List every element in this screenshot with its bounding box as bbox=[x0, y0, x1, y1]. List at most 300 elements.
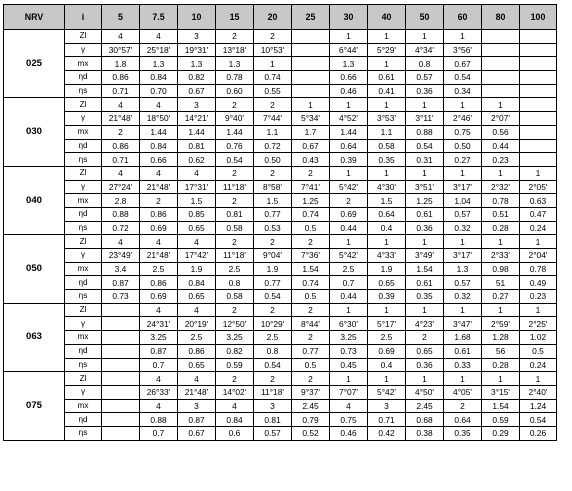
table-cell: 21°48' bbox=[140, 249, 178, 263]
table-cell: 0.73 bbox=[102, 290, 140, 304]
table-cell: 0.54 bbox=[254, 358, 292, 372]
column-header: 30 bbox=[330, 5, 368, 30]
table-cell: 2 bbox=[292, 331, 330, 345]
table-cell: 0.86 bbox=[178, 344, 216, 358]
table-row bbox=[4, 221, 557, 235]
table-cell bbox=[520, 98, 557, 112]
table-cell: 2 bbox=[216, 98, 254, 112]
table-cell: 0.86 bbox=[102, 139, 140, 153]
table-row bbox=[4, 57, 557, 71]
table-cell: 11°18' bbox=[216, 249, 254, 263]
table-cell: 17°42' bbox=[178, 249, 216, 263]
table-row bbox=[4, 385, 557, 399]
size-label: 050 bbox=[4, 235, 65, 303]
table-cell bbox=[292, 30, 330, 44]
table-cell: 1 bbox=[520, 235, 557, 249]
table-cell: 1.54 bbox=[482, 399, 520, 413]
table-cell: 1 bbox=[406, 235, 444, 249]
table-cell bbox=[482, 71, 520, 85]
table-cell bbox=[102, 331, 140, 345]
table-cell bbox=[520, 153, 557, 167]
table-cell: 21°48' bbox=[140, 180, 178, 194]
parameter-label: mx bbox=[65, 194, 102, 208]
table-cell: 2.5 bbox=[330, 262, 368, 276]
table-cell: 26°33' bbox=[140, 385, 178, 399]
table-cell: 0.8 bbox=[406, 57, 444, 71]
table-cell: 0.31 bbox=[406, 153, 444, 167]
table-cell: 0.41 bbox=[368, 84, 406, 98]
table-cell: 3°11' bbox=[406, 112, 444, 126]
table-cell: 1 bbox=[482, 372, 520, 386]
table-cell: 0.8 bbox=[216, 276, 254, 290]
table-cell bbox=[520, 57, 557, 71]
column-header: 7.5 bbox=[140, 5, 178, 30]
parameter-label: ηd bbox=[65, 344, 102, 358]
column-header: 5 bbox=[102, 5, 140, 30]
table-cell: 0.59 bbox=[216, 358, 254, 372]
table-cell: 4 bbox=[140, 166, 178, 180]
table-cell: 0.88 bbox=[140, 413, 178, 427]
table-cell: 3.4 bbox=[102, 262, 140, 276]
table-cell: 0.88 bbox=[102, 207, 140, 221]
table-cell: 0.57 bbox=[254, 426, 292, 440]
table-cell: 0.81 bbox=[254, 413, 292, 427]
table-cell: 0.77 bbox=[292, 344, 330, 358]
table-cell: 0.65 bbox=[406, 344, 444, 358]
table-cell: 0.74 bbox=[292, 276, 330, 290]
parameter-label: mx bbox=[65, 125, 102, 139]
table-cell: 0.86 bbox=[140, 207, 178, 221]
table-cell: 4 bbox=[102, 166, 140, 180]
table-cell: 4 bbox=[102, 98, 140, 112]
table-cell: 7°07' bbox=[330, 385, 368, 399]
parameter-label: mx bbox=[65, 331, 102, 345]
table-cell: 0.66 bbox=[140, 153, 178, 167]
parameter-label: γ bbox=[65, 43, 102, 57]
table-row bbox=[4, 331, 557, 345]
table-cell: 0.32 bbox=[444, 290, 482, 304]
table-cell: 0.64 bbox=[330, 139, 368, 153]
table-cell: 0.58 bbox=[216, 290, 254, 304]
parameter-label: Zl bbox=[65, 235, 102, 249]
table-row bbox=[4, 262, 557, 276]
table-cell: 0.84 bbox=[140, 71, 178, 85]
table-cell: 1.68 bbox=[444, 331, 482, 345]
table-cell: 3 bbox=[178, 399, 216, 413]
table-cell: 27°24' bbox=[102, 180, 140, 194]
size-label: 063 bbox=[4, 303, 65, 371]
table-cell bbox=[292, 57, 330, 71]
table-cell: 4 bbox=[140, 303, 178, 317]
table-cell: 1.3 bbox=[178, 57, 216, 71]
table-cell: 0.23 bbox=[520, 290, 557, 304]
table-row bbox=[4, 139, 557, 153]
table-row bbox=[4, 317, 557, 331]
table-cell: 5°42' bbox=[330, 180, 368, 194]
table-cell: 0.36 bbox=[406, 358, 444, 372]
table-cell: 0.67 bbox=[292, 139, 330, 153]
table-cell: 1.3 bbox=[140, 57, 178, 71]
table-cell: 2 bbox=[292, 166, 330, 180]
table-cell: 1.28 bbox=[482, 331, 520, 345]
table-cell: 4°30' bbox=[368, 180, 406, 194]
column-header: 60 bbox=[444, 5, 482, 30]
column-header: 100 bbox=[520, 5, 557, 30]
table-cell bbox=[102, 344, 140, 358]
table-cell: 0.79 bbox=[292, 413, 330, 427]
table-cell: 3°17' bbox=[444, 249, 482, 263]
table-cell bbox=[102, 358, 140, 372]
table-cell: 0.35 bbox=[406, 290, 444, 304]
table-cell: 0.26 bbox=[520, 426, 557, 440]
table-cell: 23°49' bbox=[102, 249, 140, 263]
parameter-label: ηs bbox=[65, 426, 102, 440]
column-header: 80 bbox=[482, 5, 520, 30]
column-header: 15 bbox=[216, 5, 254, 30]
table-cell: 2 bbox=[140, 194, 178, 208]
table-cell: 4 bbox=[140, 30, 178, 44]
table-cell: 30°57' bbox=[102, 43, 140, 57]
table-cell: 0.24 bbox=[520, 358, 557, 372]
table-cell: 0.34 bbox=[444, 84, 482, 98]
table-cell: 0.35 bbox=[368, 153, 406, 167]
table-cell bbox=[292, 84, 330, 98]
table-row bbox=[4, 372, 557, 386]
table-cell: 0.46 bbox=[330, 84, 368, 98]
table-cell: 0.62 bbox=[178, 153, 216, 167]
table-cell: 0.42 bbox=[368, 426, 406, 440]
parameter-label: ηs bbox=[65, 358, 102, 372]
table-cell: 0.65 bbox=[178, 290, 216, 304]
table-cell: 0.66 bbox=[330, 71, 368, 85]
table-cell: 0.63 bbox=[520, 194, 557, 208]
parameter-label: Zl bbox=[65, 30, 102, 44]
table-cell: 3.25 bbox=[140, 331, 178, 345]
table-cell: 2 bbox=[216, 235, 254, 249]
table-cell: 2°46' bbox=[444, 112, 482, 126]
table-cell: 0.67 bbox=[178, 84, 216, 98]
table-cell: 4°52' bbox=[330, 112, 368, 126]
table-cell bbox=[102, 303, 140, 317]
table-cell: 2.8 bbox=[102, 194, 140, 208]
table-cell: 4 bbox=[178, 303, 216, 317]
table-cell: 1 bbox=[520, 372, 557, 386]
table-cell: 0.38 bbox=[406, 426, 444, 440]
table-cell: 0.78 bbox=[482, 194, 520, 208]
table-cell: 2 bbox=[254, 372, 292, 386]
parameter-label: ηs bbox=[65, 290, 102, 304]
table-row bbox=[4, 276, 557, 290]
table-cell: 2°59' bbox=[482, 317, 520, 331]
table-cell: 0.76 bbox=[216, 139, 254, 153]
table-cell: 0.39 bbox=[368, 290, 406, 304]
table-cell: 2.5 bbox=[368, 331, 406, 345]
table-cell: 0.6 bbox=[216, 426, 254, 440]
size-label: 040 bbox=[4, 166, 65, 234]
table-cell: 1.25 bbox=[406, 194, 444, 208]
table-cell: 0.50 bbox=[254, 153, 292, 167]
parameter-label: γ bbox=[65, 385, 102, 399]
size-label: 030 bbox=[4, 98, 65, 166]
parameter-label: ηd bbox=[65, 71, 102, 85]
table-cell: 0.36 bbox=[406, 84, 444, 98]
table-cell: 1.04 bbox=[444, 194, 482, 208]
table-cell: 14°02' bbox=[216, 385, 254, 399]
table-cell: 0.84 bbox=[216, 413, 254, 427]
table-cell: 1 bbox=[444, 30, 482, 44]
table-cell: 0.73 bbox=[330, 344, 368, 358]
table-cell: 3.25 bbox=[216, 331, 254, 345]
table-cell: 0.65 bbox=[178, 358, 216, 372]
column-header: NRV bbox=[4, 5, 65, 30]
table-cell: 2°40' bbox=[520, 385, 557, 399]
parameter-label: Zl bbox=[65, 372, 102, 386]
table-cell: 4 bbox=[102, 30, 140, 44]
column-header: 25 bbox=[292, 5, 330, 30]
table-cell: 2 bbox=[216, 303, 254, 317]
table-cell: 1.25 bbox=[292, 194, 330, 208]
table-cell: 2°33' bbox=[482, 249, 520, 263]
table-cell: 0.35 bbox=[444, 426, 482, 440]
table-cell: 0.44 bbox=[482, 139, 520, 153]
table-cell: 21°48' bbox=[102, 112, 140, 126]
table-cell: 0.59 bbox=[482, 413, 520, 427]
table-cell: 19°31' bbox=[178, 43, 216, 57]
table-cell bbox=[482, 84, 520, 98]
table-cell: 2 bbox=[216, 166, 254, 180]
table-cell: 0.82 bbox=[216, 344, 254, 358]
table-cell: 7°36' bbox=[292, 249, 330, 263]
table-cell: 2 bbox=[444, 399, 482, 413]
table-cell: 7°44' bbox=[254, 112, 292, 126]
table-cell: 0.5 bbox=[292, 358, 330, 372]
table-cell: 2 bbox=[292, 372, 330, 386]
table-cell: 1.9 bbox=[254, 262, 292, 276]
table-cell: 0.57 bbox=[444, 276, 482, 290]
parameter-label: γ bbox=[65, 180, 102, 194]
table-cell: 1 bbox=[330, 98, 368, 112]
table-cell: 1 bbox=[444, 235, 482, 249]
table-cell: 11°18' bbox=[254, 385, 292, 399]
table-cell: 2.5 bbox=[216, 262, 254, 276]
table-cell: 0.49 bbox=[520, 276, 557, 290]
table-cell: 0.64 bbox=[444, 413, 482, 427]
table-cell: 0.85 bbox=[178, 207, 216, 221]
table-body bbox=[4, 30, 557, 441]
table-cell: 4°23' bbox=[406, 317, 444, 331]
table-cell: 21°48' bbox=[178, 385, 216, 399]
table-cell: 1 bbox=[520, 166, 557, 180]
table-cell: 0.56 bbox=[482, 125, 520, 139]
table-cell bbox=[520, 139, 557, 153]
table-cell: 0.24 bbox=[520, 221, 557, 235]
table-cell: 0.81 bbox=[178, 139, 216, 153]
table-cell bbox=[102, 399, 140, 413]
table-cell: 0.23 bbox=[482, 153, 520, 167]
table-cell: 4°50' bbox=[406, 385, 444, 399]
table-cell: 51 bbox=[482, 276, 520, 290]
table-row bbox=[4, 71, 557, 85]
table-row bbox=[4, 207, 557, 221]
table-cell: 2 bbox=[330, 194, 368, 208]
table-cell: 9°40' bbox=[216, 112, 254, 126]
column-header: 40 bbox=[368, 5, 406, 30]
table-cell: 2°04' bbox=[520, 249, 557, 263]
table-cell: 0.74 bbox=[254, 71, 292, 85]
table-cell: 10°53' bbox=[254, 43, 292, 57]
table-cell: 0.84 bbox=[178, 276, 216, 290]
table-cell: 4°34' bbox=[406, 43, 444, 57]
table-cell: 0.77 bbox=[254, 207, 292, 221]
table-cell: 17°31' bbox=[178, 180, 216, 194]
table-cell: 0.32 bbox=[444, 221, 482, 235]
table-cell: 4 bbox=[178, 372, 216, 386]
table-cell: 0.87 bbox=[140, 344, 178, 358]
table-cell: 1 bbox=[368, 98, 406, 112]
table-row bbox=[4, 303, 557, 317]
table-cell: 1.54 bbox=[292, 262, 330, 276]
table-cell: 0.57 bbox=[444, 207, 482, 221]
table-cell: 56 bbox=[482, 344, 520, 358]
table-cell: 1.54 bbox=[406, 262, 444, 276]
table-cell: 0.67 bbox=[444, 57, 482, 71]
table-cell: 4 bbox=[140, 399, 178, 413]
table-cell: 2 bbox=[406, 331, 444, 345]
table-cell: 2.5 bbox=[140, 262, 178, 276]
table-cell bbox=[520, 125, 557, 139]
table-row bbox=[4, 344, 557, 358]
table-cell: 0.50 bbox=[444, 139, 482, 153]
table-cell: 2 bbox=[292, 235, 330, 249]
parameter-label: Zl bbox=[65, 303, 102, 317]
table-cell: 1.5 bbox=[254, 194, 292, 208]
table-cell: 0.4 bbox=[368, 221, 406, 235]
table-cell: 2°25' bbox=[520, 317, 557, 331]
table-cell: 1.7 bbox=[292, 125, 330, 139]
table-cell: 0.5 bbox=[520, 344, 557, 358]
table-cell: 0.51 bbox=[482, 207, 520, 221]
table-cell: 1 bbox=[254, 57, 292, 71]
table-cell bbox=[292, 43, 330, 57]
table-cell: 4 bbox=[216, 399, 254, 413]
table-cell: 0.82 bbox=[178, 71, 216, 85]
table-cell: 1 bbox=[444, 166, 482, 180]
table-cell: 0.54 bbox=[444, 71, 482, 85]
table-cell: 0.5 bbox=[292, 290, 330, 304]
table-cell: 0.60 bbox=[216, 84, 254, 98]
parameter-label: Zl bbox=[65, 98, 102, 112]
table-cell: 1 bbox=[482, 98, 520, 112]
table-cell: 0.61 bbox=[368, 71, 406, 85]
table-cell: 5°29' bbox=[368, 43, 406, 57]
table-cell: 2 bbox=[216, 194, 254, 208]
table-cell: 2 bbox=[254, 235, 292, 249]
table-cell: 0.5 bbox=[292, 221, 330, 235]
table-cell: 0.69 bbox=[140, 221, 178, 235]
table-cell: 0.57 bbox=[406, 71, 444, 85]
table-wrapper bbox=[3, 4, 557, 441]
table-cell: 1 bbox=[368, 235, 406, 249]
table-cell: 5°42' bbox=[368, 385, 406, 399]
table-cell: 1 bbox=[330, 303, 368, 317]
header-row bbox=[4, 5, 557, 30]
table-cell bbox=[102, 317, 140, 331]
table-cell: 4 bbox=[140, 98, 178, 112]
table-cell: 10°29' bbox=[254, 317, 292, 331]
table-cell: 3 bbox=[254, 399, 292, 413]
table-cell: 0.86 bbox=[102, 71, 140, 85]
table-cell: 1.9 bbox=[178, 262, 216, 276]
parameter-label: mx bbox=[65, 399, 102, 413]
table-cell: 3°47' bbox=[444, 317, 482, 331]
table-cell: 0.53 bbox=[254, 221, 292, 235]
table-cell: 8°44' bbox=[292, 317, 330, 331]
table-cell bbox=[520, 112, 557, 126]
table-cell: 1 bbox=[482, 303, 520, 317]
table-cell: 1.3 bbox=[444, 262, 482, 276]
table-cell: 1 bbox=[406, 30, 444, 44]
table-cell: 3°15' bbox=[482, 385, 520, 399]
table-cell: 2.45 bbox=[406, 399, 444, 413]
table-cell: 9°37' bbox=[292, 385, 330, 399]
table-cell: 2°05' bbox=[520, 180, 557, 194]
table-cell: 0.39 bbox=[330, 153, 368, 167]
table-cell: 2 bbox=[216, 30, 254, 44]
table-cell bbox=[482, 57, 520, 71]
table-cell: 0.4 bbox=[368, 358, 406, 372]
table-cell: 0.58 bbox=[368, 139, 406, 153]
table-row bbox=[4, 235, 557, 249]
table-cell: 0.27 bbox=[482, 290, 520, 304]
table-cell: 0.70 bbox=[140, 84, 178, 98]
parameter-label: ηd bbox=[65, 276, 102, 290]
parameter-label: ηs bbox=[65, 84, 102, 98]
table-cell: 1.24 bbox=[520, 399, 557, 413]
table-cell: 8°58' bbox=[254, 180, 292, 194]
column-header: 20 bbox=[254, 5, 292, 30]
table-cell: 1 bbox=[368, 303, 406, 317]
table-cell bbox=[520, 43, 557, 57]
table-cell: 1 bbox=[406, 303, 444, 317]
table-row bbox=[4, 112, 557, 126]
table-cell: 0.61 bbox=[406, 276, 444, 290]
table-cell: 0.84 bbox=[140, 139, 178, 153]
table-row bbox=[4, 249, 557, 263]
table-cell: 0.29 bbox=[482, 426, 520, 440]
table-cell bbox=[102, 372, 140, 386]
table-row bbox=[4, 180, 557, 194]
table-cell: 1 bbox=[482, 166, 520, 180]
table-cell: 0.61 bbox=[406, 207, 444, 221]
table-cell: 0.75 bbox=[444, 125, 482, 139]
table-cell: 1 bbox=[330, 30, 368, 44]
table-cell: 14°21' bbox=[178, 112, 216, 126]
table-row bbox=[4, 84, 557, 98]
table-cell: 6°30' bbox=[330, 317, 368, 331]
table-cell: 2 bbox=[254, 30, 292, 44]
parameter-label: ηs bbox=[65, 221, 102, 235]
table-cell: 11°18' bbox=[216, 180, 254, 194]
table-cell: 20°19' bbox=[178, 317, 216, 331]
table-cell: 18°50' bbox=[140, 112, 178, 126]
table-row bbox=[4, 358, 557, 372]
table-cell: 1.44 bbox=[178, 125, 216, 139]
table-cell: 0.72 bbox=[254, 139, 292, 153]
table-cell: 4 bbox=[330, 399, 368, 413]
table-cell: 1.3 bbox=[330, 57, 368, 71]
table-cell: 0.54 bbox=[254, 290, 292, 304]
size-label: 075 bbox=[4, 372, 65, 440]
